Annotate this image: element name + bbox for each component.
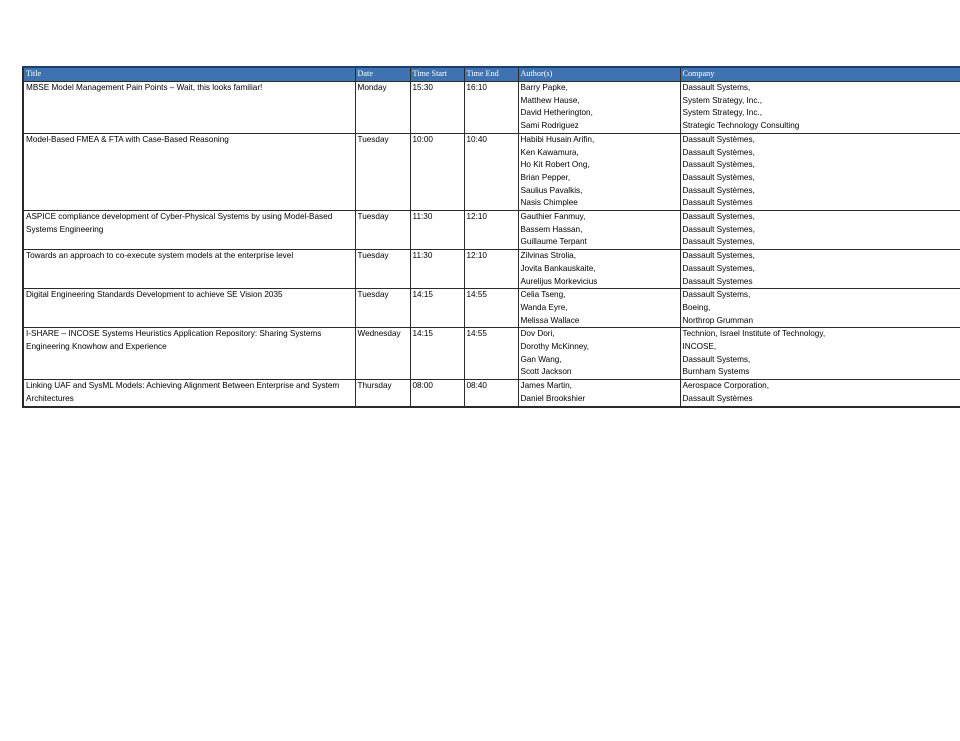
author-name: Aurelijus Morkevicius xyxy=(520,276,598,286)
cell-authors xyxy=(518,380,680,407)
table-body xyxy=(23,82,960,407)
table-row xyxy=(23,82,960,134)
author-name: Habibi Husain Arifin, xyxy=(520,134,595,144)
cell-time-end: 10:40 xyxy=(464,133,518,210)
cell-date: Tuesday xyxy=(355,250,410,289)
cell-title: I-SHARE – INCOSE Systems Heuristics Application Repository: Sharing Systems Engineering Knowhow and Experience xyxy=(23,328,355,380)
cell-date: Tuesday xyxy=(355,133,410,210)
cell-time-end: 16:10 xyxy=(464,82,518,134)
table-row xyxy=(23,250,960,289)
cell-time-start: 11:30 xyxy=(410,211,464,250)
cell-title: Linking UAF and SysML Models: Achieving Alignment Between Enterprise and System Architectures xyxy=(23,380,355,407)
author-name: Zilvinas Strolia, xyxy=(520,251,577,261)
company-name: Dassault Systèmes, xyxy=(682,160,755,170)
author-name: Scott Jackson xyxy=(520,367,572,377)
author-name: Gan Wang, xyxy=(520,354,562,364)
author-name: Matthew Hause, xyxy=(520,95,580,105)
cell-time-start: 08:00 xyxy=(410,380,464,407)
cell-time-start: 14:15 xyxy=(410,328,464,380)
company-name: Burnham Systems xyxy=(682,367,750,377)
company-name: Aerospace Corporation, xyxy=(682,381,769,391)
cell-authors xyxy=(518,289,680,328)
cell-authors xyxy=(518,133,680,210)
sessions-table xyxy=(22,66,960,408)
cell-company xyxy=(680,289,960,328)
cell-authors xyxy=(518,250,680,289)
cell-title: ASPICE compliance development of Cyber-Physical Systems by using Model-Based Systems Engineering xyxy=(23,211,355,250)
cell-company xyxy=(680,250,960,289)
author-name: Gauthier Fanmuy, xyxy=(520,212,586,222)
cell-authors xyxy=(518,328,680,380)
author-name: Daniel Brookshier xyxy=(520,393,586,403)
company-name: System Strategy, Inc., xyxy=(682,108,762,118)
cell-time-end: 12:10 xyxy=(464,211,518,250)
cell-date: Thursday xyxy=(355,380,410,407)
header-authors: Author(s) xyxy=(518,67,680,82)
author-name: Dorothy McKinney, xyxy=(520,342,590,352)
table-row xyxy=(23,380,960,407)
author-name: Dov Dori, xyxy=(520,329,555,339)
company-name: Dassault Systems, xyxy=(682,354,751,364)
company-name: Boeing, xyxy=(682,302,711,312)
company-name: Dassault Systemes, xyxy=(682,251,755,261)
cell-title: Model-Based FMEA & FTA with Case-Based Reasoning xyxy=(23,133,355,210)
header-time-start: Time Start xyxy=(410,67,464,82)
cell-date: Wednesday xyxy=(355,328,410,380)
author-name: Wanda Eyre, xyxy=(520,302,568,312)
company-name: Dassault Systèmes, xyxy=(682,147,755,157)
cell-time-start: 10:00 xyxy=(410,133,464,210)
cell-time-start: 11:30 xyxy=(410,250,464,289)
company-name: Technion, Israel Institute of Technology, xyxy=(682,329,826,339)
company-name: Dassault Systemes xyxy=(682,276,753,286)
company-name: Dassault Systèmes, xyxy=(682,134,755,144)
table-row xyxy=(23,328,960,380)
cell-title: Towards an approach to co-execute system models at the enterprise level xyxy=(23,250,355,289)
header-title: Title xyxy=(23,67,355,82)
cell-time-end: 12:10 xyxy=(464,250,518,289)
author-name: Guillaume Terpant xyxy=(520,237,587,247)
author-name: Ho Kit Robert Ong, xyxy=(520,160,590,170)
cell-date: Tuesday xyxy=(355,289,410,328)
cell-company xyxy=(680,211,960,250)
author-name: Ken Kawamura, xyxy=(520,147,579,157)
header-company: Company xyxy=(680,67,960,82)
header-date: Date xyxy=(355,67,410,82)
company-name: Dassault Systèmes, xyxy=(682,185,755,195)
table-row xyxy=(23,289,960,328)
header-time-end: Time End xyxy=(464,67,518,82)
author-name: Sami Rodriguez xyxy=(520,121,579,131)
author-name: Barry Papke, xyxy=(520,83,568,92)
company-name: INCOSE, xyxy=(682,342,717,352)
company-name: Dassault Systemes, xyxy=(682,224,755,234)
header-row xyxy=(23,67,960,82)
company-name: Dassault Systemes, xyxy=(682,237,755,247)
cell-title: Digital Engineering Standards Development to achieve SE Vision 2035 xyxy=(23,289,355,328)
author-name: David Hetherington, xyxy=(520,108,593,118)
author-name: Melissa Wallace xyxy=(520,315,580,325)
cell-company xyxy=(680,380,960,407)
company-name: System Strategy, Inc., xyxy=(682,95,762,105)
cell-time-start: 14:15 xyxy=(410,289,464,328)
company-name: Northrop Grumman xyxy=(682,315,754,325)
author-name: James Martin, xyxy=(520,381,572,391)
cell-company xyxy=(680,133,960,210)
cell-time-end: 14:55 xyxy=(464,289,518,328)
cell-time-end: 14:55 xyxy=(464,328,518,380)
company-name: Dassault Systemes, xyxy=(682,212,755,222)
author-name: Brian Pepper, xyxy=(520,172,571,182)
company-name: Dassault Systemes, xyxy=(682,263,755,273)
cell-time-start: 15:30 xyxy=(410,82,464,134)
company-name: Dassault Systems, xyxy=(682,290,751,300)
author-name: Jovita Bankauskaite, xyxy=(520,263,596,273)
cell-date: Tuesday xyxy=(355,211,410,250)
company-name: Strategic Technology Consulting xyxy=(682,121,800,131)
cell-time-end: 08:40 xyxy=(464,380,518,407)
company-name: Dassault Systèmes, xyxy=(682,172,755,182)
table-row xyxy=(23,211,960,250)
cell-date: Monday xyxy=(355,82,410,134)
company-name: Dassault Systèmes xyxy=(682,393,753,403)
author-name: Nasis Chimplee xyxy=(520,198,578,208)
cell-authors xyxy=(518,211,680,250)
author-name: Saulius Pavalkis, xyxy=(520,185,583,195)
cell-company xyxy=(680,328,960,380)
company-name: Dassault Systèmes xyxy=(682,198,753,208)
author-name: Celia Tseng, xyxy=(520,290,566,300)
table-row xyxy=(23,133,960,210)
cell-title: MBSE Model Management Pain Points – Wait, this looks familiar! xyxy=(23,82,355,134)
cell-company xyxy=(680,82,960,134)
cell-authors xyxy=(518,82,680,134)
author-name: Bassem Hassan, xyxy=(520,224,583,234)
company-name: Dassault Systems, xyxy=(682,83,751,92)
